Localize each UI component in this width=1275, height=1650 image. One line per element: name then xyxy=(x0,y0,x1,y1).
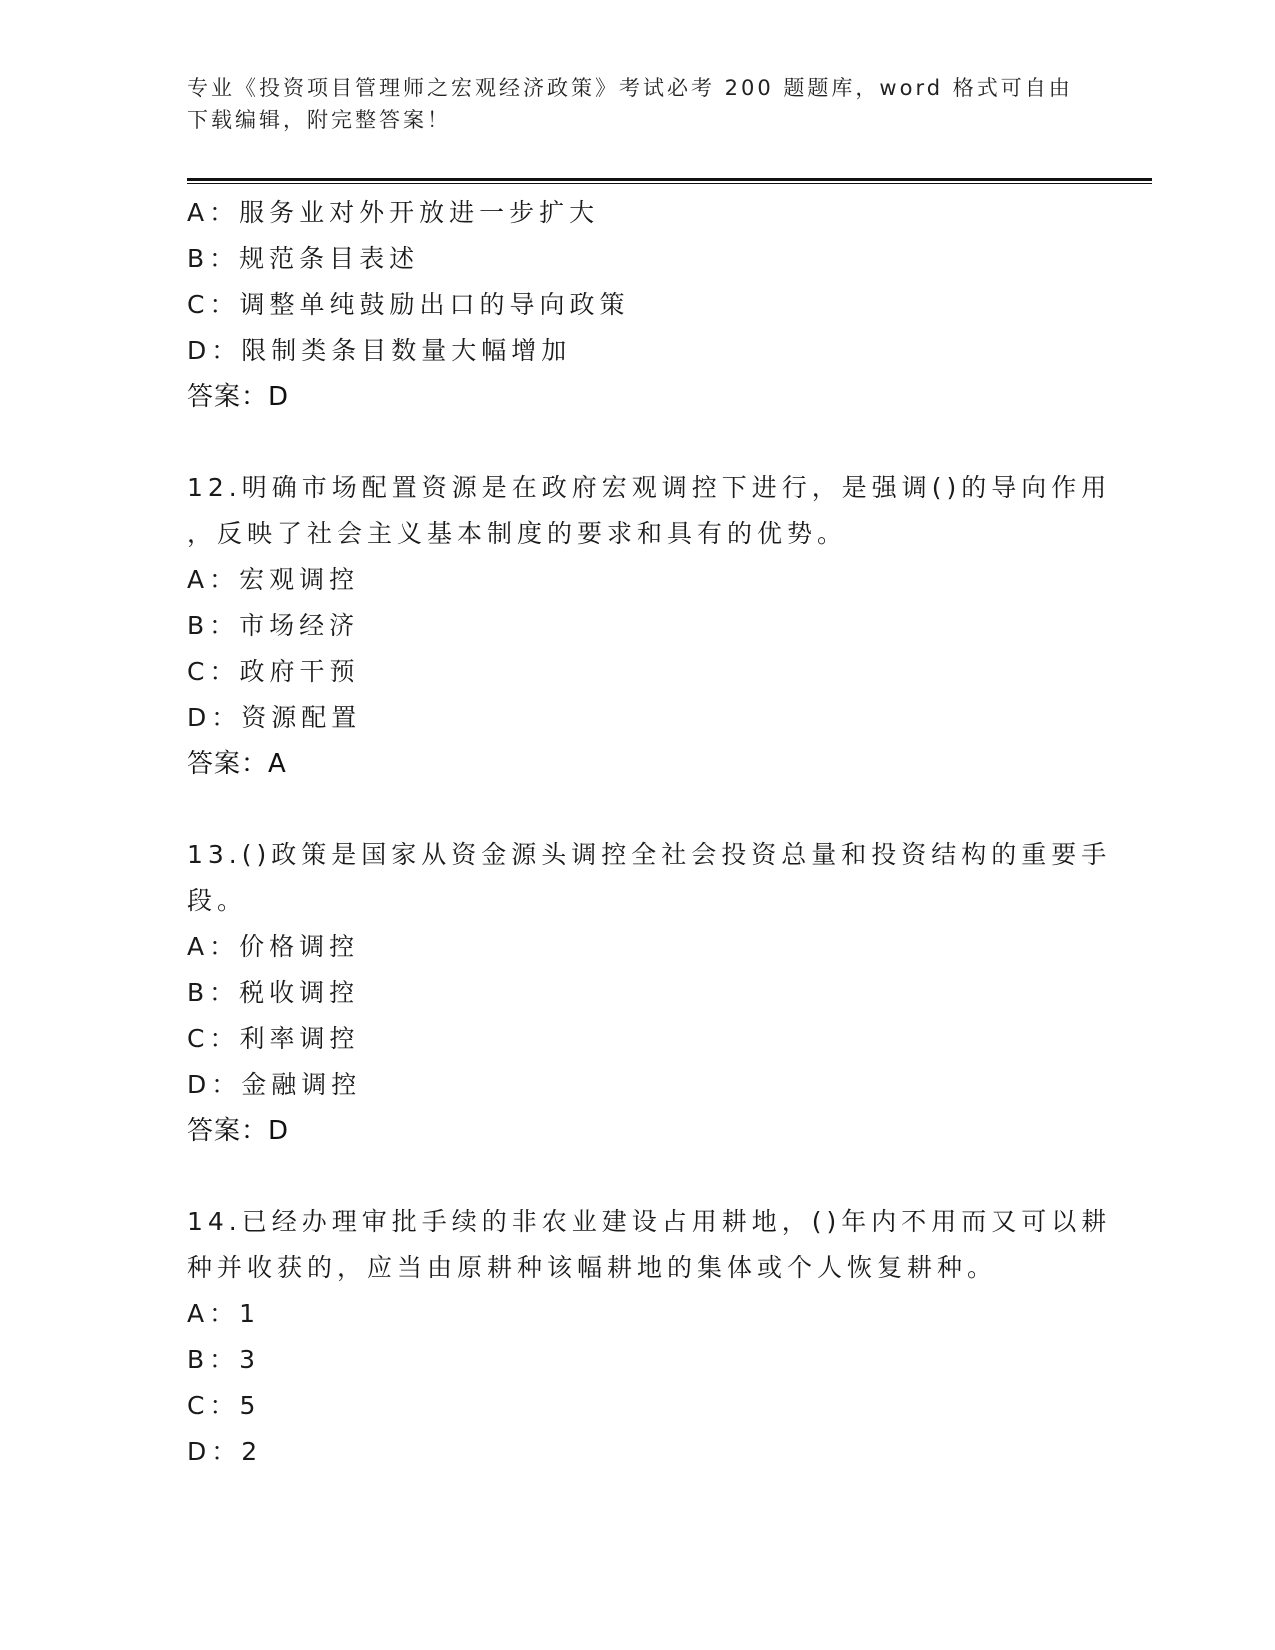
option-d: D：2 xyxy=(187,1437,263,1466)
previous-question xyxy=(187,190,1087,420)
option-d: D：限制类条目数量大幅增加 xyxy=(187,336,572,365)
header-line-1: 专业《投资项目管理师之宏观经济政策》考试必考 200 题题库，word 格式可自由 xyxy=(187,76,1073,100)
option-d: D：金融调控 xyxy=(187,1070,362,1099)
option-c: C：政府干预 xyxy=(187,657,360,686)
answer-line: 答案：A xyxy=(187,749,287,779)
option-b: B：规范条目表述 xyxy=(187,244,420,273)
header-divider xyxy=(187,178,1152,184)
question-12 xyxy=(187,465,1112,787)
option-b: B：3 xyxy=(187,1345,261,1374)
option-a: A：服务业对外开放进一步扩大 xyxy=(187,198,600,227)
question-stem-line-2: 段。 xyxy=(187,886,248,915)
answer-line: 答案：D xyxy=(187,1116,290,1146)
option-c: C：调整单纯鼓励出口的导向政策 xyxy=(187,290,630,319)
option-a: A：价格调控 xyxy=(187,932,360,961)
question-stem-line-2: ，反映了社会主义基本制度的要求和具有的优势。 xyxy=(187,519,848,548)
question-13 xyxy=(187,832,1112,1154)
answer-line: 答案：D xyxy=(187,382,290,412)
option-a: A：宏观调控 xyxy=(187,565,360,594)
question-14 xyxy=(187,1199,1112,1475)
divider-thin xyxy=(187,183,1152,184)
option-b: B：市场经济 xyxy=(187,611,360,640)
question-stem-line-2: 种并收获的，应当由原耕种该幅耕地的集体或个人恢复耕种。 xyxy=(187,1253,998,1282)
header-line-2: 下载编辑，附完整答案！ xyxy=(187,108,451,132)
question-stem-line-1: 12.明确市场配置资源是在政府宏观调控下进行，是强调()的导向作用 xyxy=(187,473,1112,502)
document-header xyxy=(187,72,1087,136)
question-stem-line-1: 13.()政策是国家从资金源头调控全社会投资总量和投资结构的重要手 xyxy=(187,840,1112,869)
option-c: C：5 xyxy=(187,1391,261,1420)
question-stem-line-1: 14.已经办理审批手续的非农业建设占用耕地，()年内不用而又可以耕 xyxy=(187,1207,1112,1236)
option-c: C：利率调控 xyxy=(187,1024,360,1053)
option-b: B：税收调控 xyxy=(187,978,360,1007)
document-body xyxy=(187,190,1112,1475)
option-d: D：资源配置 xyxy=(187,703,362,732)
option-a: A：1 xyxy=(187,1299,261,1328)
